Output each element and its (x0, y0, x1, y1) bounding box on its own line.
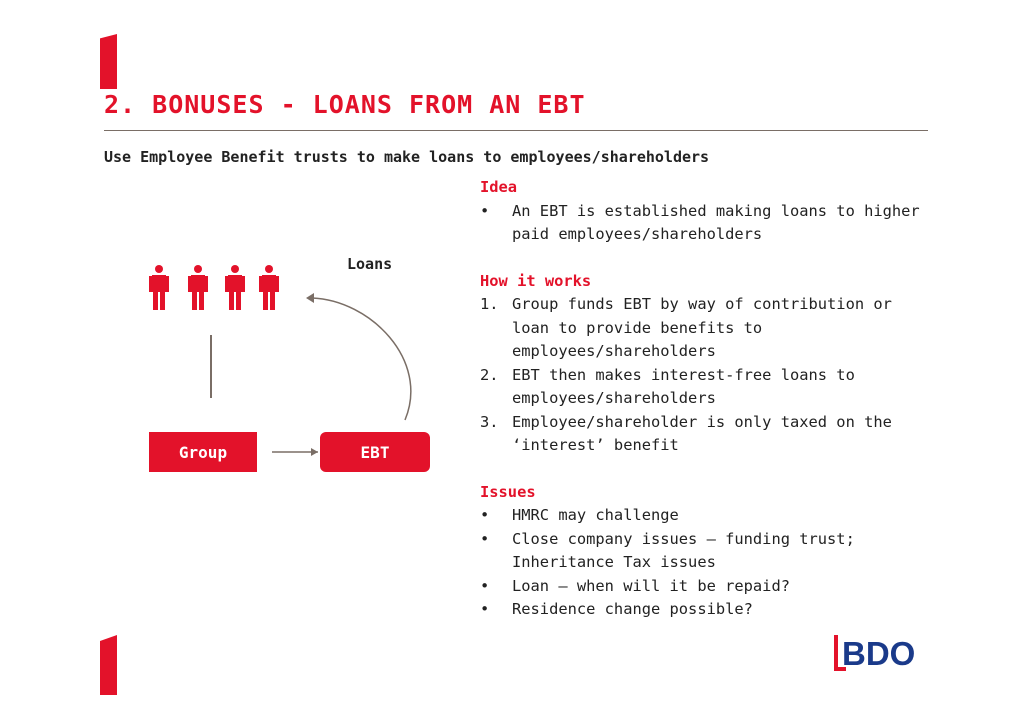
top-accent-bar (100, 34, 117, 89)
issue-bullet (480, 598, 920, 622)
group-box: Group (149, 432, 257, 472)
employees-group (148, 265, 288, 315)
bottom-accent-bar (100, 635, 117, 695)
loans-arrowhead (306, 293, 314, 303)
bdo-logo (834, 635, 928, 671)
bullet-marker: • (480, 600, 490, 618)
issue-text: Loan – when will it be repaid? (512, 576, 790, 595)
loans-label: Loans (347, 255, 393, 273)
person-icon (187, 265, 209, 311)
loans-arrow (312, 298, 411, 420)
issue-bullet (480, 575, 920, 599)
idea-heading: Idea (480, 178, 518, 196)
idea-bullet-text: An EBT is established making loans to higher paid employees/shareholders (512, 201, 920, 243)
issue-text: Close company issues – funding trust; Inheritance Tax issues (512, 529, 855, 571)
step-item (480, 293, 920, 364)
person-icon (148, 265, 170, 311)
issue-bullet (480, 504, 920, 528)
step-text: Group funds EBT by way of contribution or loan to provide benefits to employees/shareholders (512, 295, 892, 360)
content-column (480, 176, 920, 622)
person-icon (258, 265, 280, 311)
issue-text: HMRC may challenge (512, 506, 679, 524)
step-text: Employee/shareholder is only taxed on the ‘interest’ benefit (512, 412, 892, 454)
step-text: EBT then makes interest-free loans to employees/shareholders (512, 365, 855, 407)
issue-bullet (480, 528, 920, 575)
bullet-marker: • (480, 576, 490, 595)
step-item (480, 411, 920, 458)
bullet-marker: • (480, 201, 490, 220)
bullet-marker: • (480, 506, 490, 524)
step-number: 1. (480, 295, 499, 313)
step-item (480, 364, 920, 411)
ebt-box: EBT (320, 432, 430, 472)
issue-text: Residence change possible? (512, 600, 753, 618)
how-it-works-heading: How it works (480, 271, 592, 290)
step-number: 2. (480, 365, 499, 384)
slide-subtitle: Use Employee Benefit trusts to make loans to employees/shareholders (104, 148, 710, 166)
person-icon (224, 265, 246, 311)
group-ebt-arrowhead (311, 448, 318, 456)
issues-heading: Issues (480, 482, 536, 501)
idea-bullet (480, 200, 920, 247)
slide-title: 2. BONUSES - LOANS FROM AN EBT (104, 90, 586, 119)
step-number: 3. (480, 412, 499, 431)
bullet-marker: • (480, 529, 490, 548)
logo-text: BDO (842, 635, 916, 671)
title-divider (104, 130, 928, 131)
